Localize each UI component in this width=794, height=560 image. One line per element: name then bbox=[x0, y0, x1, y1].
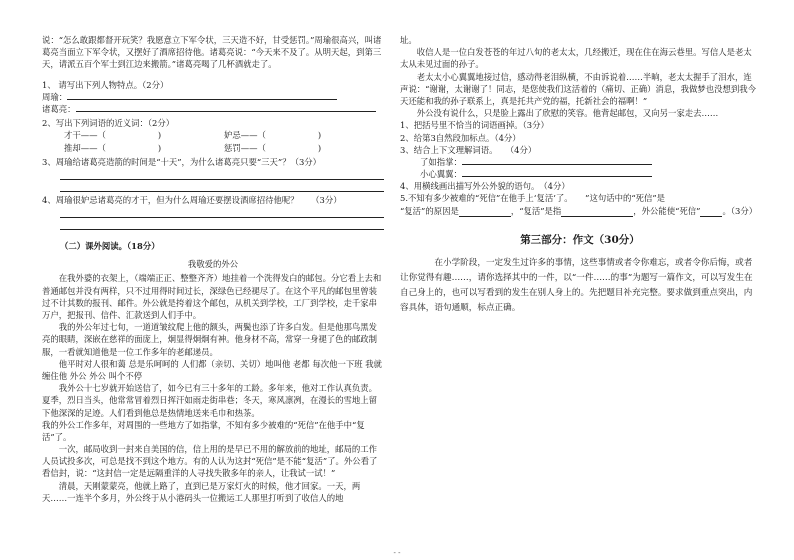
q1-zhouyu-row bbox=[42, 91, 384, 103]
story-continuation-4: 外公没有说什么，只是脸上露出了欣慰的笑容。他背起邮包，又向另一家走去…… bbox=[416, 108, 719, 119]
story-paragraph-1: 在我外婆的衣架上，（端端正正、整整齐齐）地挂着一个洗得发白的邮包。分它看上去和普通邮包并没有两样，只不过用得时间过长，深绿色已经褪尽了。在这个平凡的邮包里曾装过不计其数的报刊、邮件。外公就是挎着这个邮包，从机关到学校，工厂到学校，走千家串万户，把报刊、信件、汇款送到人们手中。 bbox=[42, 273, 382, 320]
reading-question-4: 4、用横线画出描写外公外貌的语句。 （4分） bbox=[400, 181, 570, 192]
part-3-title: 第三部分：作文（30分） bbox=[520, 233, 640, 246]
story-paragraph-6: 一次，邮局收到一封来自美国的信，信上用的是早已不用的解放前的地址，邮局的工作人员试投多次，可总是找不到这个地方。有的人认为这封“死信”是不能“复活”了。外公看了看信封，说：“这封信一定是远隔重洋的人寻找失散多年的亲人，让我试一试！” bbox=[42, 444, 378, 479]
intro-paragraph: 说：“怎么敢跟都督开玩笑？我愿意立下军令状，三天造不好，甘受惩罚。”周瑜很高兴，叫诸葛亮当面立下军令状，又摆好了酒席招待他。诸葛亮说：“今天来不及了。从明天起，到第三天，请派五百个军士到江边来搬箭。”诸葛亮喝了几杯酒就走了。 bbox=[42, 35, 382, 70]
q2-close-4: ) bbox=[317, 142, 322, 153]
q2-close-2: ) bbox=[317, 130, 322, 141]
q5-blank-2[interactable] bbox=[561, 208, 633, 217]
story-paragraph-2: 我的外公年过七旬，一道道皱纹爬上他的额头，两鬓也添了许多白发。但是他那鸟黑发亮的眼睛，深嵌在慈祥的面庞上，炯显得炯炯有神。他身材不高，常穿一身褪了色的邮政制服，一看就知道他是一位工作多年的老邮递员。 bbox=[42, 322, 378, 357]
q1-zhuge-row bbox=[42, 103, 384, 115]
q2-row-1 bbox=[64, 129, 384, 141]
section-2-title: （二）课外阅读。（18分） bbox=[60, 241, 160, 252]
story-paragraph-3: 他平时对人很和蔼 总是乐呵呵的 人们都（亲切、关切）地叫他 老都 每次他一下班 我就缠住他 外公 外公 叫个不停 bbox=[42, 358, 382, 381]
q5-text-c: ，“复活”是指 bbox=[510, 205, 562, 216]
q2-word-1: 才干——（ bbox=[64, 130, 106, 141]
reading-question-1: 1、把括号里不恰当的词语画掉。（3分） bbox=[400, 120, 549, 131]
q3-term-2-row bbox=[420, 168, 760, 180]
q2-word-2: 妒忌——（ bbox=[224, 130, 266, 141]
q5-text-a: 5.不知有多少被难的“死信”在他手上‘复活’了。 ”这句话中的“死信”是 bbox=[400, 193, 666, 204]
q2-word-3: 推却——（ bbox=[64, 142, 106, 153]
q5-text-d: ，外公能使“死信” bbox=[633, 205, 701, 216]
q5-text-b: “复活”的原因是 bbox=[400, 205, 459, 216]
q3-term-1: 了如指掌： bbox=[420, 156, 462, 167]
question-1: 1、 请写出下列人物特点。（2分） bbox=[42, 79, 169, 90]
question-3: 3、周瑜给诸葛亮造箭的时间是“十天”，为什么诸葛亮只要“三天”？（3分） bbox=[42, 156, 322, 167]
q3-answer-line-2[interactable] bbox=[60, 181, 384, 192]
story-continuation-3: 老太太小心翼翼地接过信，感动得老泪纵横，不由诉说着……半晌，老太太握手了泪水，连声说：“谢谢，太谢谢了！同志，是您使我们这活着的（痛切、正确）消息，我做梦也没想到我今天还能和我的孙子联系上，真是托共产党的福，托新社会的福啊！” bbox=[400, 71, 757, 106]
reading-question-3: 3、结合上下文理解词语。 （4分） bbox=[400, 144, 537, 155]
q5-blank-3[interactable] bbox=[700, 208, 722, 217]
question-4: 4、周瑜很妒忌诸葛亮的才干，但为什么周瑜还要摆设酒席招待他呢？ （3分） bbox=[42, 194, 342, 205]
q3-term-1-row bbox=[420, 156, 760, 168]
story-continuation-2: 收信人是一位白发苍苍的年过八旬的老太太，几经搬迁，现在住在海云巷里。写信人是老太太从未见过面的孙子。 bbox=[400, 47, 752, 70]
reading-question-5 bbox=[400, 192, 760, 204]
reading-question-5-cont bbox=[400, 205, 760, 217]
story-paragraph-5: 我的外公工作多年，对周围的一些地方了如指掌，不知有多少被难的“死信”在他手中“复活”了。 bbox=[42, 419, 365, 442]
q3-term-2-answer[interactable] bbox=[462, 168, 652, 177]
q4-answer-line-1[interactable] bbox=[60, 207, 384, 218]
q3-term-2: 小心翼翼： bbox=[420, 169, 462, 180]
q2-row-2 bbox=[64, 142, 384, 154]
q1-zhuge-answer-line[interactable] bbox=[76, 103, 376, 112]
essay-prompt: 在小学阶段，一定发生过许多的事情，这些事情或者令你难忘，或者令你后悔，或者让你觉得有趣……，请你选择其中的一件，以“一件……的事”为题写一篇作文，可以写发生在自己身上的，也可以写看到的发生在别人身上的。先把题目补充完整。要求做到重点突出，内容具体，语句通顺，标点正确。 bbox=[400, 258, 753, 314]
q1-zhuge-label: 诸葛亮： bbox=[42, 103, 76, 114]
story-title: 我敬爱的外公 bbox=[187, 259, 239, 270]
question-2: 2、写出下列词语的近义词：（2分） bbox=[42, 118, 175, 129]
q1-zhouyu-label: 周瑜： bbox=[42, 91, 68, 102]
page-footer: - - bbox=[393, 548, 401, 557]
q2-word-4: 惩罚——（ bbox=[224, 142, 266, 153]
story-paragraph-4: 我外公十七岁就开始送信了，如今已有三十多年的工龄。多年来，他对工作认真负责。夏季，烈日当头，他常常冒着烈日挥汗如雨走街串巷；冬天，寒风凛冽，在漫长的雪地上留下他深深的足迹。人们看到他总是热情地送来毛巾和热茶。 bbox=[42, 383, 378, 418]
q4-answer-line-2[interactable] bbox=[60, 219, 384, 230]
q3-term-1-answer[interactable] bbox=[462, 156, 652, 165]
story-paragraph-7: 清晨，天刚蒙蒙亮，他就上路了，直到已是万家灯火的时候，他才回家。一天，两天……一连半个多月，外公终于从小港码头一位搬运工人那里打听到了收信人的地 bbox=[42, 480, 361, 503]
q3-answer-line-1[interactable] bbox=[60, 169, 384, 180]
reading-question-2: 2、给第3自然段加标点。（4分） bbox=[400, 132, 521, 143]
q1-zhouyu-answer-line[interactable] bbox=[67, 91, 337, 100]
q5-text-e: 。（3分） bbox=[722, 205, 758, 216]
q5-blank-1[interactable] bbox=[459, 208, 511, 217]
right-column bbox=[400, 34, 760, 316]
q2-close-3: ) bbox=[157, 142, 162, 153]
left-column bbox=[42, 34, 384, 504]
q2-close-1: ) bbox=[157, 130, 162, 141]
story-continuation-1: 址。 bbox=[400, 35, 417, 45]
